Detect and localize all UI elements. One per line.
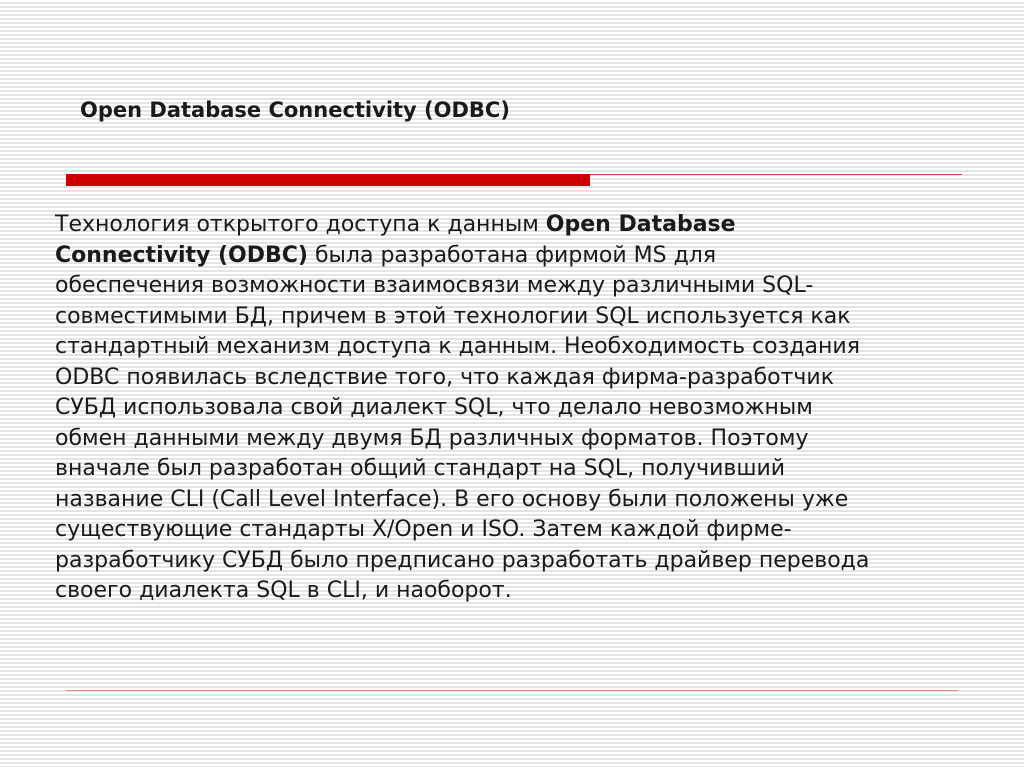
body-line: вначале был разработан общий стандарт на SQL, получивший (55, 456, 786, 481)
body-line (55, 241, 995, 272)
body-text-segment: Технология открытого доступа к данным (55, 212, 546, 237)
body-line: своего диалекта SQL в CLI, и наоборот. (55, 578, 512, 603)
slide-title: Open Database Connectivity (ODBC) (80, 98, 510, 122)
body-line: СУБД использовала свой диалект SQL, что делало невозможным (55, 395, 813, 420)
body-line: обмен данными между двумя БД различных форматов. Поэтому (55, 425, 809, 451)
title-underline-thin (590, 174, 962, 175)
body-bold-term: Open Database (545, 212, 736, 237)
body-line: обеспечения возможности взаимосвязи между различными SQL- (55, 273, 814, 298)
body-paragraph (55, 210, 995, 607)
body-line: существующие стандарты X/Open и ISO. Затем каждой фирме- (55, 517, 792, 542)
body-line: разработчику СУБД было предписано разработать драйвер перевода (55, 547, 870, 573)
body-line: ODBC появилась вследствие того, что каждая фирма-разработчик (55, 364, 834, 390)
body-line: совместимыми БД, причем в этой технологии SQL используется как (55, 303, 851, 329)
footer-divider (66, 690, 958, 691)
body-line (55, 210, 995, 241)
body-text-segment: была разработана фирмой MS для (308, 242, 717, 268)
body-line: название CLI (Call Level Interface). В его основу были положены уже (55, 486, 849, 512)
title-underline-accent (66, 174, 590, 186)
body-line: стандартный механизм доступа к данным. Необходимость создания (55, 334, 860, 359)
body-bold-term: Connectivity (ODBC) (55, 242, 308, 268)
